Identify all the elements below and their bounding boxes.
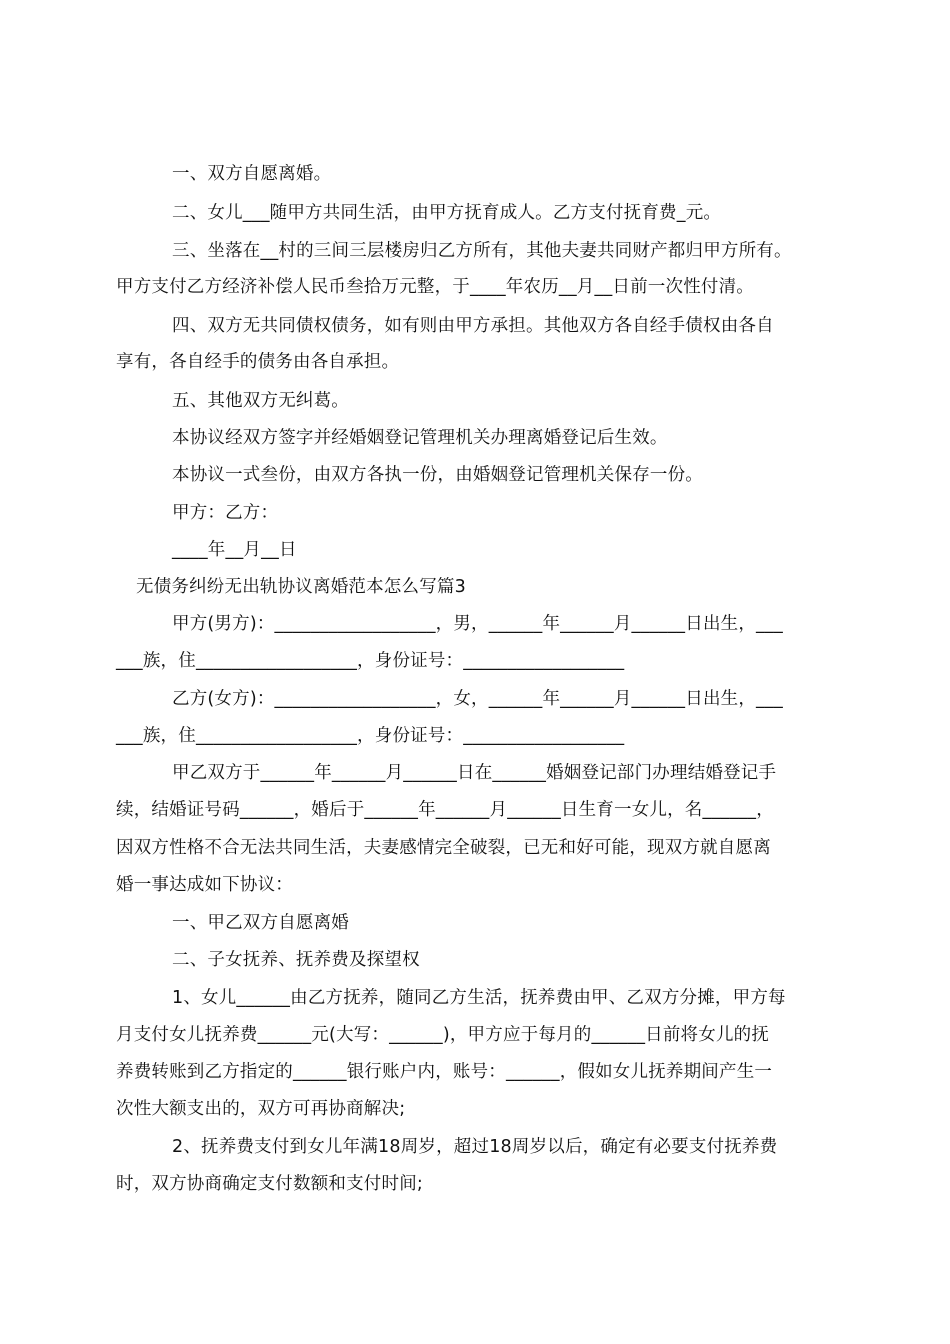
marriage-paragraph-line-3: 因双方性格不合无法共同生活，夫妻感情完全破裂，已无和好可能，现双方就自愿离	[116, 838, 771, 858]
support-duration-line-2: 时，双方协商确定支付数额和支付时间;	[116, 1174, 423, 1194]
support-duration-line-1: 2、抚养费支付到女儿年满18周岁，超过18周岁以后，确定有必要支付抚养费	[172, 1137, 778, 1157]
party-b-info-continuation: ___族，住__________________，身份证号：__________________	[116, 726, 625, 746]
date-line: ____年__月__日	[172, 540, 297, 560]
signature-line: 甲方：乙方：	[172, 503, 279, 523]
marriage-paragraph-line-2: 续，结婚证号码______，婚后于______年______月______日生育一女儿，名______，	[116, 800, 774, 820]
custody-clause-line-3: 养费转账到乙方指定的______银行账户内，账号：______，假如女儿抚养期间产生一	[116, 1062, 773, 1082]
section-heading: 无债务纠纷无出轨协议离婚范本怎么写篇3	[136, 577, 466, 597]
marriage-paragraph-line-1: 甲乙双方于______年______月______日在______婚姻登记部门办理结婚登记手	[172, 763, 777, 783]
effective-clause: 本协议经双方签字并经婚姻登记管理机关办理离婚登记后生效。	[172, 428, 668, 448]
clause-3-continuation: 甲方支付乙方经济补偿人民币叁拾万元整，于____年农历__月__日前一次性付清。	[116, 277, 754, 297]
clause-4-continuation: 享有，各自经手的债务由各自承担。	[116, 352, 400, 372]
custody-clause-line-1: 1、女儿______由乙方抚养，随同乙方生活，抚养费由甲、乙双方分摊，甲方每	[172, 988, 786, 1008]
custody-clause-line-2: 月支付女儿抚养费______元(大写：______)，甲方应于每月的______日前将女儿的抚	[116, 1025, 770, 1045]
clause-2-text: 二、女儿___随甲方共同生活，由甲方抚育成人。乙方支付抚育费_元。	[172, 203, 722, 223]
clause-3-text: 三、坐落在__村的三间三层楼房归乙方所有，其他夫妻共同财产都归甲方所有。	[172, 241, 792, 261]
copies-clause: 本协议一式叁份，由双方各执一份，由婚姻登记管理机关保存一份。	[172, 465, 703, 485]
party-a-info: 甲方(男方)：__________________，男，______年______月______日出生，___	[172, 614, 783, 634]
party-b-info: 乙方(女方)：__________________，女，______年______月______日出生，___	[172, 689, 783, 709]
marriage-paragraph-line-4: 婚一事达成如下协议：	[116, 875, 293, 895]
clause-5-text: 五、其他双方无纠葛。	[172, 391, 349, 411]
custody-clause-line-4: 次性大额支出的，双方可再协商解决;	[116, 1099, 406, 1119]
party-a-info-continuation: ___族，住__________________，身份证号：__________________	[116, 651, 625, 671]
clause-4-text: 四、双方无共同债权债务，如有则由甲方承担。其他双方各自经手债权由各自	[172, 316, 774, 336]
agreement-item-2: 二、子女抚养、抚养费及探望权	[172, 950, 420, 970]
agreement-item-1: 一、甲乙双方自愿离婚	[172, 913, 349, 933]
clause-1-text: 一、双方自愿离婚。	[172, 164, 332, 184]
